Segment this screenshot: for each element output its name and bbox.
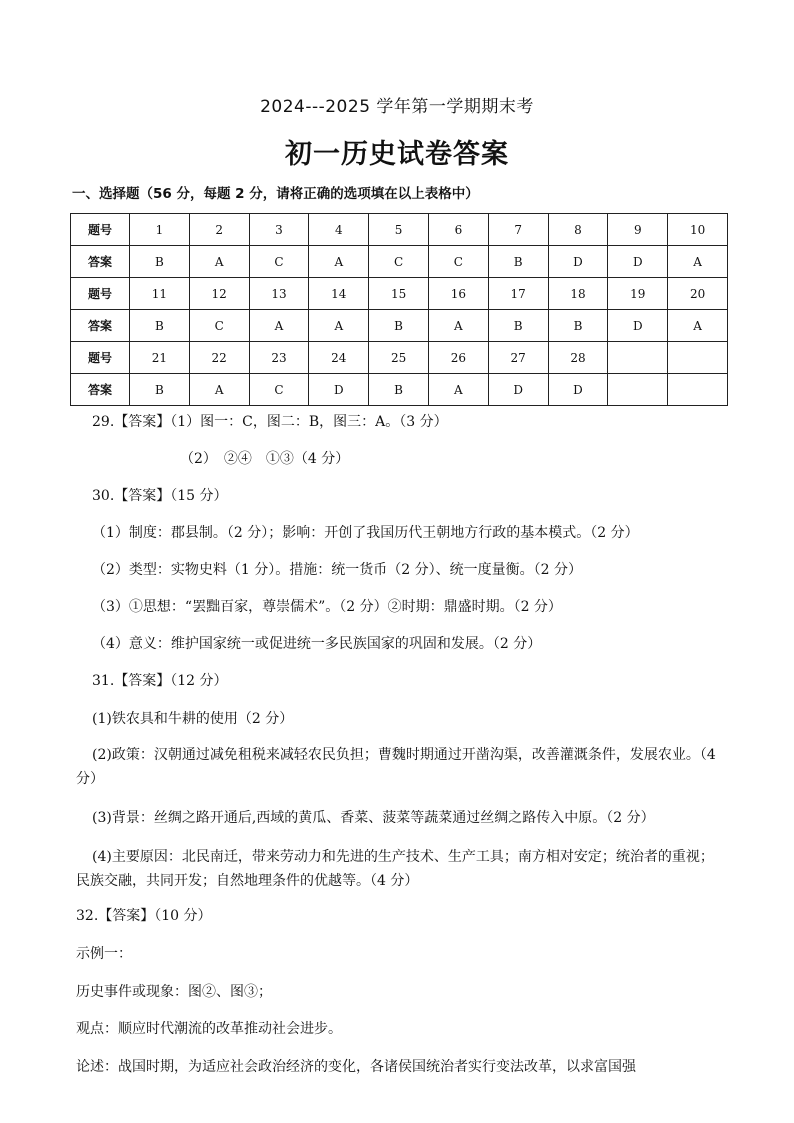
table-cell: 7 [488, 214, 548, 246]
table-cell: 24 [309, 342, 369, 374]
q32-example-label: 示例一： [76, 946, 132, 962]
q32-heading: 32.【答案】（10 分） [76, 908, 212, 924]
table-cell: C [249, 246, 309, 278]
table-cell: 19 [608, 278, 668, 310]
table-cell [608, 342, 668, 374]
table-cell: 26 [428, 342, 488, 374]
table-cell: C [428, 246, 488, 278]
q31-part-4: (4)主要原因：北民南迁，带来劳动力和先进的生产技术、生产工具；南方相对安定；统治者的重视；民族交融，共同开发；自然地理条件的优越等。（4 分） [76, 849, 714, 889]
table-cell: 10 [668, 214, 728, 246]
row-label: 题号 [71, 278, 130, 310]
q32-event-line: 历史事件或现象：图②、图③； [76, 984, 272, 1000]
table-cell: 23 [249, 342, 309, 374]
table-cell: 15 [369, 278, 429, 310]
q31-part-1: (1)铁农具和牛耕的使用（2 分） [92, 711, 294, 727]
table-cell: C [369, 246, 429, 278]
table-cell: D [608, 246, 668, 278]
table-cell: 12 [189, 278, 249, 310]
q30-heading: 30.【答案】（15 分） [92, 488, 228, 504]
q31-part-2: (2)政策：汉朝通过减免租税来减轻农民负担；曹魏时期通过开凿沟渠，改善灌溉条件，发展农业。（4 分） [76, 747, 716, 787]
table-cell: B [130, 310, 190, 342]
q32-viewpoint-line: 观点：顺应时代潮流的改革推动社会进步。 [76, 1021, 342, 1037]
table-cell: 4 [309, 214, 369, 246]
table-cell: D [488, 374, 548, 406]
table-cell: 25 [369, 342, 429, 374]
table-cell: 5 [369, 214, 429, 246]
table-cell: B [369, 374, 429, 406]
table-cell: 14 [309, 278, 369, 310]
table-cell: A [668, 310, 728, 342]
table-row [71, 214, 728, 246]
table-cell: 21 [130, 342, 190, 374]
table-cell: A [189, 246, 249, 278]
q31-heading: 31.【答案】（12 分） [92, 673, 228, 689]
table-cell: 8 [548, 214, 608, 246]
table-cell: 11 [130, 278, 190, 310]
table-cell: 27 [488, 342, 548, 374]
page-title: 初一历史试卷答案 [285, 139, 509, 170]
table-cell [668, 342, 728, 374]
table-cell: A [189, 374, 249, 406]
section-heading: 一、选择题（56 分，每题 2 分，请将正确的选项填在以上表格中） [72, 186, 479, 202]
table-row [71, 342, 728, 374]
table-cell: B [548, 310, 608, 342]
row-label: 答案 [71, 374, 130, 406]
answer-table [70, 213, 728, 406]
table-cell: C [189, 310, 249, 342]
q30-part-3: （3）①思想：“罢黜百家，尊崇儒术”。（2 分）②时期：鼎盛时期。（2 分） [92, 599, 562, 615]
table-row [71, 246, 728, 278]
table-cell: C [249, 374, 309, 406]
table-cell: A [309, 310, 369, 342]
table-cell: 28 [548, 342, 608, 374]
table-row [71, 374, 728, 406]
q30-part-1: （1）制度：郡县制。（2 分）；影响：开创了我国历代王朝地方行政的基本模式。（2 分） [92, 525, 639, 541]
table-cell: A [309, 246, 369, 278]
table-cell: B [488, 310, 548, 342]
table-cell: A [428, 310, 488, 342]
table-cell: 18 [548, 278, 608, 310]
table-cell: 9 [608, 214, 668, 246]
exam-subtitle: 2024---2025 学年第一学期期末考 [260, 97, 534, 117]
table-cell: A [249, 310, 309, 342]
q29-answer-line-1: 29.【答案】（1）图一：C，图二：B，图三：A。（3 分） [92, 414, 448, 430]
table-cell [608, 374, 668, 406]
row-label: 题号 [71, 342, 130, 374]
table-cell: 1 [130, 214, 190, 246]
table-cell: 20 [668, 278, 728, 310]
table-cell: 6 [428, 214, 488, 246]
table-cell: 3 [249, 214, 309, 246]
table-cell: D [608, 310, 668, 342]
table-cell: D [548, 374, 608, 406]
table-row [71, 310, 728, 342]
table-cell: A [668, 246, 728, 278]
row-label: 答案 [71, 246, 130, 278]
table-cell: 2 [189, 214, 249, 246]
table-cell: B [488, 246, 548, 278]
row-label: 答案 [71, 310, 130, 342]
q32-argument-line: 论述：战国时期，为适应社会政治经济的变化，各诸侯国统治者实行变法改革，以求富国强 [76, 1059, 636, 1075]
table-cell: B [369, 310, 429, 342]
table-cell: D [548, 246, 608, 278]
table-cell: 22 [189, 342, 249, 374]
table-cell: 13 [249, 278, 309, 310]
table-cell: B [130, 374, 190, 406]
q30-part-4: （4）意义：维护国家统一或促进统一多民族国家的巩固和发展。（2 分） [92, 636, 542, 652]
table-cell: 17 [488, 278, 548, 310]
table-cell: A [428, 374, 488, 406]
table-cell [668, 374, 728, 406]
table-cell: B [130, 246, 190, 278]
table-cell: D [309, 374, 369, 406]
table-row [71, 278, 728, 310]
q30-part-2: （2）类型：实物史料（1 分）。措施：统一货币（2 分）、统一度量衡。（2 分） [92, 562, 582, 578]
table-cell: 16 [428, 278, 488, 310]
q31-part-3: (3)背景：丝绸之路开通后,西域的黄瓜、香菜、菠菜等蔬菜通过丝绸之路传入中原。（2 分） [92, 810, 655, 826]
q29-answer-line-2: （2） ②④ ①③（4 分） [180, 451, 350, 467]
row-label: 题号 [71, 214, 130, 246]
